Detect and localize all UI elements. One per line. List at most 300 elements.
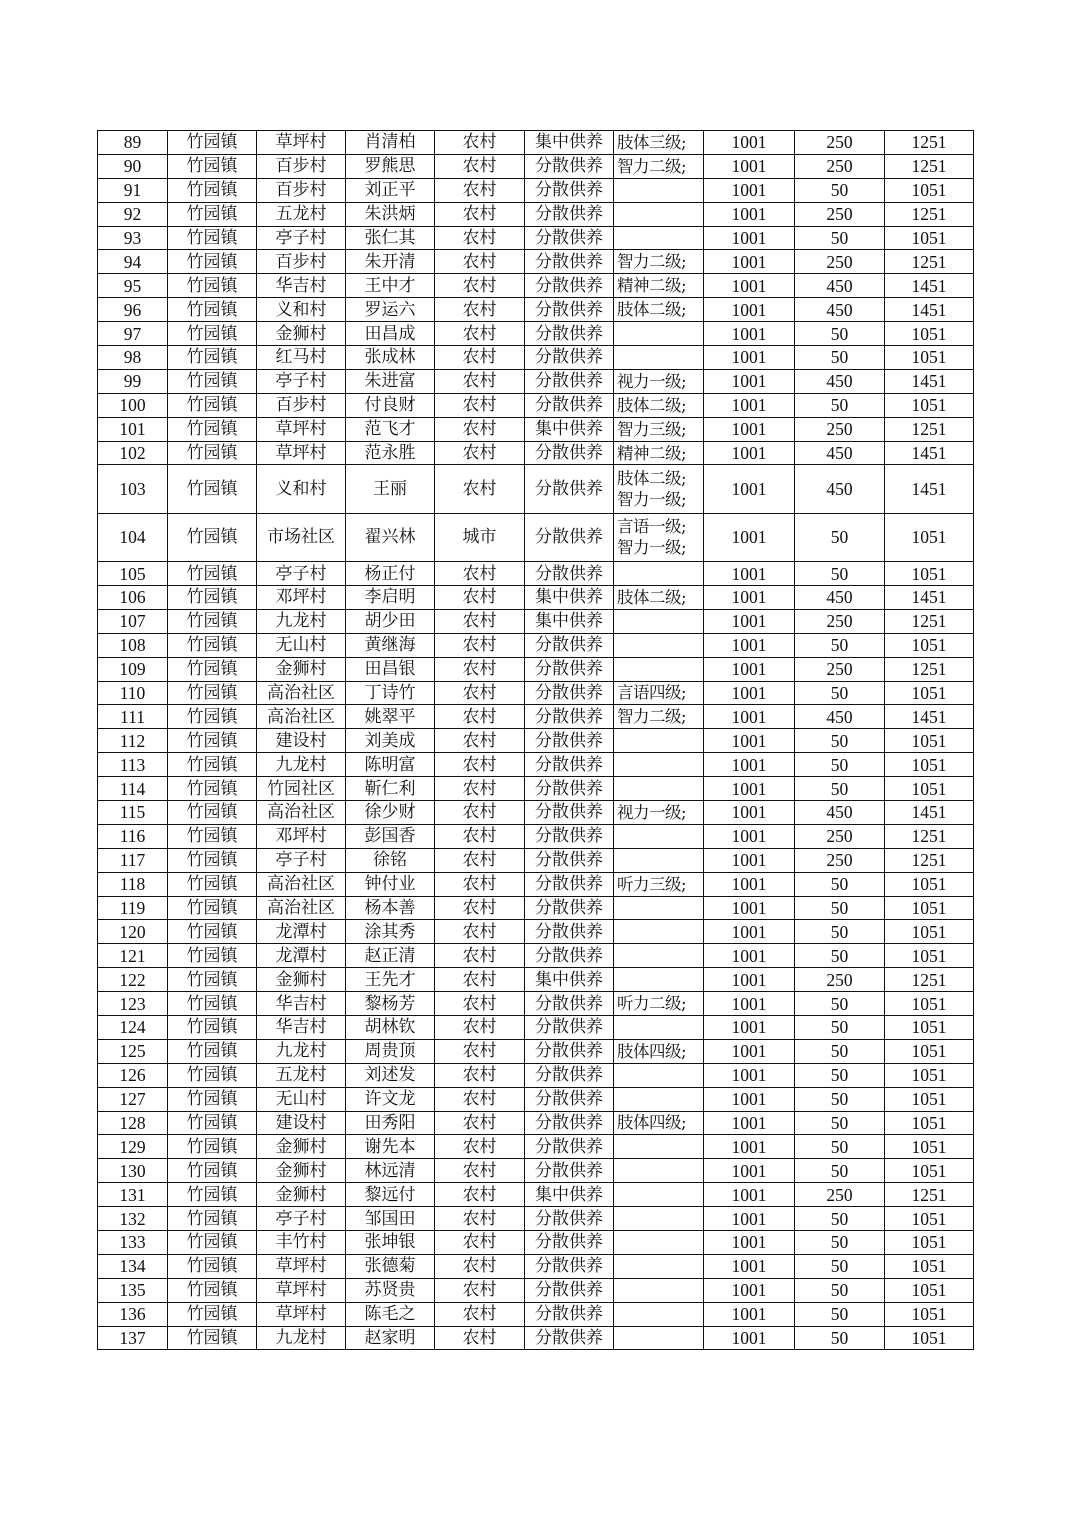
- name-cell: 胡少田: [346, 609, 435, 633]
- town-cell: 竹园镇: [168, 178, 257, 202]
- support-type-cell: 分散供养: [525, 154, 614, 178]
- household-type-cell: 农村: [435, 1207, 525, 1231]
- support-type-cell: 分散供养: [525, 1326, 614, 1350]
- town-cell: 竹园镇: [168, 369, 257, 393]
- table-row: [98, 992, 974, 1016]
- subsidy-amount-cell: 250: [795, 609, 885, 633]
- disability-cell: [614, 1278, 704, 1302]
- name-cell: 范飞才: [346, 417, 435, 441]
- name-cell: 范永胜: [346, 441, 435, 465]
- subsidy-amount-cell: 250: [795, 417, 885, 441]
- name-cell: 罗运六: [346, 298, 435, 322]
- name-cell: 杨正付: [346, 562, 435, 586]
- town-cell: 竹园镇: [168, 1231, 257, 1255]
- town-cell: 竹园镇: [168, 753, 257, 777]
- household-type-cell: 农村: [435, 633, 525, 657]
- village-cell: 红马村: [257, 346, 346, 370]
- town-cell: 竹园镇: [168, 250, 257, 274]
- row-number-cell: 99: [98, 369, 168, 393]
- total-amount-cell: 1051: [885, 1278, 974, 1302]
- subsidy-amount-cell: 250: [795, 657, 885, 681]
- base-amount-cell: 1001: [704, 226, 795, 250]
- support-type-cell: 分散供养: [525, 1207, 614, 1231]
- disability-cell: [614, 1039, 704, 1063]
- support-type-cell: 分散供养: [525, 1087, 614, 1111]
- base-amount-cell: 1001: [704, 441, 795, 465]
- disability-level: 精神二级;: [617, 443, 687, 463]
- disability-cell: [614, 944, 704, 968]
- table-row: [98, 417, 974, 441]
- town-cell: 竹园镇: [168, 1183, 257, 1207]
- base-amount-cell: 1001: [704, 1039, 795, 1063]
- total-amount-cell: 1051: [885, 1326, 974, 1350]
- table-row: [98, 585, 974, 609]
- table-row: [98, 729, 974, 753]
- subsidy-amount-cell: 250: [795, 968, 885, 992]
- disability-cell: [614, 992, 704, 1016]
- town-cell: 竹园镇: [168, 681, 257, 705]
- village-cell: 无山村: [257, 1087, 346, 1111]
- base-amount-cell: 1001: [704, 562, 795, 586]
- base-amount-cell: 1001: [704, 944, 795, 968]
- disability-level: 听力三级;: [617, 874, 687, 894]
- base-amount-cell: 1001: [704, 513, 795, 561]
- disability-cell: [614, 1254, 704, 1278]
- support-type-cell: 分散供养: [525, 705, 614, 729]
- table-row: [98, 777, 974, 801]
- disability-cell: [614, 1159, 704, 1183]
- town-cell: 竹园镇: [168, 1039, 257, 1063]
- support-type-cell: 分散供养: [525, 992, 614, 1016]
- subsidy-amount-cell: 250: [795, 848, 885, 872]
- table-row: [98, 705, 974, 729]
- name-cell: 许文龙: [346, 1087, 435, 1111]
- row-number-cell: 109: [98, 657, 168, 681]
- table-row: [98, 178, 974, 202]
- disability-cell: [614, 1231, 704, 1255]
- name-cell: 丁诗竹: [346, 681, 435, 705]
- village-cell: 草坪村: [257, 1254, 346, 1278]
- table-row: [98, 1302, 974, 1326]
- village-cell: 高治社区: [257, 681, 346, 705]
- total-amount-cell: 1051: [885, 777, 974, 801]
- base-amount-cell: 1001: [704, 896, 795, 920]
- base-amount-cell: 1001: [704, 920, 795, 944]
- village-cell: 建设村: [257, 1111, 346, 1135]
- village-cell: 无山村: [257, 633, 346, 657]
- subsidy-amount-cell: 450: [795, 585, 885, 609]
- disability-cell: [614, 585, 704, 609]
- household-type-cell: 农村: [435, 562, 525, 586]
- row-number-cell: 116: [98, 824, 168, 848]
- disability-cell: [614, 131, 704, 155]
- base-amount-cell: 1001: [704, 1183, 795, 1207]
- disability-cell: [614, 1183, 704, 1207]
- total-amount-cell: 1051: [885, 872, 974, 896]
- household-type-cell: 城市: [435, 513, 525, 561]
- total-amount-cell: 1451: [885, 465, 974, 513]
- household-type-cell: 农村: [435, 298, 525, 322]
- base-amount-cell: 1001: [704, 848, 795, 872]
- row-number-cell: 113: [98, 753, 168, 777]
- table-row: [98, 562, 974, 586]
- household-type-cell: 农村: [435, 1278, 525, 1302]
- town-cell: 竹园镇: [168, 513, 257, 561]
- village-cell: 金狮村: [257, 968, 346, 992]
- disability-cell: [614, 298, 704, 322]
- base-amount-cell: 1001: [704, 1087, 795, 1111]
- name-cell: 杨本善: [346, 896, 435, 920]
- name-cell: 黎远付: [346, 1183, 435, 1207]
- disability-level: 言语四级;: [617, 683, 687, 703]
- disability-level: 智力二级;: [617, 252, 687, 272]
- subsidy-amount-cell: 50: [795, 992, 885, 1016]
- village-cell: 竹园社区: [257, 777, 346, 801]
- support-type-cell: 分散供养: [525, 1231, 614, 1255]
- base-amount-cell: 1001: [704, 1015, 795, 1039]
- subsidy-amount-cell: 50: [795, 1326, 885, 1350]
- row-number-cell: 125: [98, 1039, 168, 1063]
- base-amount-cell: 1001: [704, 274, 795, 298]
- household-type-cell: 农村: [435, 609, 525, 633]
- disability-cell: [614, 705, 704, 729]
- name-cell: 朱进富: [346, 369, 435, 393]
- disability-cell: [614, 777, 704, 801]
- row-number-cell: 94: [98, 250, 168, 274]
- support-type-cell: 分散供养: [525, 1015, 614, 1039]
- support-type-cell: 分散供养: [525, 1254, 614, 1278]
- household-type-cell: 农村: [435, 1254, 525, 1278]
- town-cell: 竹园镇: [168, 202, 257, 226]
- support-type-cell: 集中供养: [525, 585, 614, 609]
- subsidy-amount-cell: 50: [795, 1039, 885, 1063]
- base-amount-cell: 1001: [704, 154, 795, 178]
- disability-cell: [614, 441, 704, 465]
- disability-cell: [614, 920, 704, 944]
- total-amount-cell: 1051: [885, 1254, 974, 1278]
- household-type-cell: 农村: [435, 274, 525, 298]
- disability-cell: [614, 562, 704, 586]
- row-number-cell: 108: [98, 633, 168, 657]
- row-number-cell: 98: [98, 346, 168, 370]
- row-number-cell: 132: [98, 1207, 168, 1231]
- household-type-cell: 农村: [435, 1135, 525, 1159]
- table-row: [98, 1183, 974, 1207]
- village-cell: 九龙村: [257, 1326, 346, 1350]
- row-number-cell: 95: [98, 274, 168, 298]
- table-row: [98, 920, 974, 944]
- village-cell: 建设村: [257, 729, 346, 753]
- disability-cell: [614, 346, 704, 370]
- household-type-cell: 农村: [435, 968, 525, 992]
- disability-cell: [614, 250, 704, 274]
- row-number-cell: 112: [98, 729, 168, 753]
- disability-cell: [614, 681, 704, 705]
- row-number-cell: 111: [98, 705, 168, 729]
- table-row: [98, 968, 974, 992]
- village-cell: 百步村: [257, 250, 346, 274]
- table-row: [98, 872, 974, 896]
- household-type-cell: 农村: [435, 1302, 525, 1326]
- name-cell: 钟付业: [346, 872, 435, 896]
- base-amount-cell: 1001: [704, 1111, 795, 1135]
- table-row: [98, 250, 974, 274]
- name-cell: 陈明富: [346, 753, 435, 777]
- total-amount-cell: 1051: [885, 1135, 974, 1159]
- table-row: [98, 1254, 974, 1278]
- town-cell: 竹园镇: [168, 1015, 257, 1039]
- name-cell: 张成林: [346, 346, 435, 370]
- household-type-cell: 农村: [435, 465, 525, 513]
- subsidy-amount-cell: 250: [795, 131, 885, 155]
- town-cell: 竹园镇: [168, 1135, 257, 1159]
- disability-cell: [614, 393, 704, 417]
- household-type-cell: 农村: [435, 705, 525, 729]
- table-row: [98, 944, 974, 968]
- household-type-cell: 农村: [435, 585, 525, 609]
- household-type-cell: 农村: [435, 777, 525, 801]
- household-type-cell: 农村: [435, 729, 525, 753]
- row-number-cell: 121: [98, 944, 168, 968]
- subsidy-amount-cell: 450: [795, 705, 885, 729]
- subsidy-amount-cell: 450: [795, 800, 885, 824]
- row-number-cell: 106: [98, 585, 168, 609]
- support-type-cell: 分散供养: [525, 393, 614, 417]
- town-cell: 竹园镇: [168, 298, 257, 322]
- subsidy-amount-cell: 50: [795, 777, 885, 801]
- support-type-cell: 分散供养: [525, 1063, 614, 1087]
- row-number-cell: 126: [98, 1063, 168, 1087]
- subsidy-amount-cell: 50: [795, 1015, 885, 1039]
- town-cell: 竹园镇: [168, 274, 257, 298]
- support-type-cell: 分散供养: [525, 872, 614, 896]
- total-amount-cell: 1251: [885, 968, 974, 992]
- household-type-cell: 农村: [435, 1087, 525, 1111]
- disability-level: 智力一级;: [617, 490, 687, 510]
- name-cell: 苏贤贵: [346, 1278, 435, 1302]
- support-type-cell: 分散供养: [525, 298, 614, 322]
- base-amount-cell: 1001: [704, 1254, 795, 1278]
- row-number-cell: 102: [98, 441, 168, 465]
- total-amount-cell: 1051: [885, 1063, 974, 1087]
- village-cell: 金狮村: [257, 1183, 346, 1207]
- table-row: [98, 1278, 974, 1302]
- base-amount-cell: 1001: [704, 992, 795, 1016]
- row-number-cell: 96: [98, 298, 168, 322]
- town-cell: 竹园镇: [168, 944, 257, 968]
- row-number-cell: 118: [98, 872, 168, 896]
- village-cell: 金狮村: [257, 322, 346, 346]
- row-number-cell: 114: [98, 777, 168, 801]
- total-amount-cell: 1051: [885, 322, 974, 346]
- base-amount-cell: 1001: [704, 872, 795, 896]
- disability-cell: [614, 609, 704, 633]
- disability-cell: [614, 800, 704, 824]
- table-row: [98, 226, 974, 250]
- subsidy-amount-cell: 50: [795, 1159, 885, 1183]
- village-cell: 义和村: [257, 465, 346, 513]
- support-type-cell: 分散供养: [525, 896, 614, 920]
- table-row: [98, 848, 974, 872]
- subsidy-amount-cell: 50: [795, 1111, 885, 1135]
- subsidy-amount-cell: 50: [795, 513, 885, 561]
- total-amount-cell: 1051: [885, 1111, 974, 1135]
- town-cell: 竹园镇: [168, 465, 257, 513]
- row-number-cell: 133: [98, 1231, 168, 1255]
- total-amount-cell: 1451: [885, 585, 974, 609]
- total-amount-cell: 1051: [885, 1207, 974, 1231]
- household-type-cell: 农村: [435, 417, 525, 441]
- subsidy-amount-cell: 250: [795, 202, 885, 226]
- base-amount-cell: 1001: [704, 1063, 795, 1087]
- row-number-cell: 101: [98, 417, 168, 441]
- support-type-cell: 分散供养: [525, 1302, 614, 1326]
- base-amount-cell: 1001: [704, 800, 795, 824]
- disability-level: 肢体四级;: [617, 1113, 687, 1133]
- disability-cell: [614, 633, 704, 657]
- base-amount-cell: 1001: [704, 1326, 795, 1350]
- subsidy-amount-cell: 250: [795, 250, 885, 274]
- village-cell: 高治社区: [257, 800, 346, 824]
- household-type-cell: 农村: [435, 1111, 525, 1135]
- base-amount-cell: 1001: [704, 1159, 795, 1183]
- support-type-cell: 分散供养: [525, 1135, 614, 1159]
- household-type-cell: 农村: [435, 369, 525, 393]
- household-type-cell: 农村: [435, 1326, 525, 1350]
- name-cell: 陈毛之: [346, 1302, 435, 1326]
- name-cell: 黎杨芳: [346, 992, 435, 1016]
- support-type-cell: 分散供养: [525, 920, 614, 944]
- table-row: [98, 1159, 974, 1183]
- village-cell: 华吉村: [257, 992, 346, 1016]
- subsidy-amount-cell: 50: [795, 681, 885, 705]
- table-row: [98, 1231, 974, 1255]
- household-type-cell: 农村: [435, 441, 525, 465]
- table-row: [98, 441, 974, 465]
- town-cell: 竹园镇: [168, 346, 257, 370]
- base-amount-cell: 1001: [704, 1278, 795, 1302]
- town-cell: 竹园镇: [168, 1159, 257, 1183]
- table-row: [98, 824, 974, 848]
- disability-cell: [614, 896, 704, 920]
- name-cell: 朱开清: [346, 250, 435, 274]
- subsidy-amount-cell: 50: [795, 729, 885, 753]
- subsidy-amount-cell: 50: [795, 944, 885, 968]
- total-amount-cell: 1251: [885, 657, 974, 681]
- town-cell: 竹园镇: [168, 777, 257, 801]
- town-cell: 竹园镇: [168, 226, 257, 250]
- support-type-cell: 分散供养: [525, 633, 614, 657]
- disability-cell: [614, 465, 704, 513]
- town-cell: 竹园镇: [168, 657, 257, 681]
- household-type-cell: 农村: [435, 824, 525, 848]
- base-amount-cell: 1001: [704, 322, 795, 346]
- household-type-cell: 农村: [435, 131, 525, 155]
- town-cell: 竹园镇: [168, 1063, 257, 1087]
- disability-level: 肢体二级;: [617, 587, 687, 607]
- disability-level: 听力二级;: [617, 994, 687, 1014]
- support-type-cell: 分散供养: [525, 729, 614, 753]
- disability-level: 精神二级;: [617, 276, 687, 296]
- base-amount-cell: 1001: [704, 1302, 795, 1326]
- row-number-cell: 115: [98, 800, 168, 824]
- table-row: [98, 346, 974, 370]
- base-amount-cell: 1001: [704, 202, 795, 226]
- subsidy-amount-cell: 50: [795, 633, 885, 657]
- household-type-cell: 农村: [435, 1183, 525, 1207]
- base-amount-cell: 1001: [704, 465, 795, 513]
- name-cell: 肖清柏: [346, 131, 435, 155]
- subsidy-amount-cell: 50: [795, 562, 885, 586]
- town-cell: 竹园镇: [168, 1087, 257, 1111]
- household-type-cell: 农村: [435, 1063, 525, 1087]
- row-number-cell: 136: [98, 1302, 168, 1326]
- total-amount-cell: 1251: [885, 824, 974, 848]
- table-row: [98, 1135, 974, 1159]
- disability-level: 智力二级;: [617, 156, 687, 176]
- disability-cell: [614, 178, 704, 202]
- support-type-cell: 分散供养: [525, 322, 614, 346]
- town-cell: 竹园镇: [168, 562, 257, 586]
- base-amount-cell: 1001: [704, 417, 795, 441]
- base-amount-cell: 1001: [704, 393, 795, 417]
- town-cell: 竹园镇: [168, 322, 257, 346]
- base-amount-cell: 1001: [704, 298, 795, 322]
- village-cell: 高治社区: [257, 872, 346, 896]
- town-cell: 竹园镇: [168, 968, 257, 992]
- disability-cell: [614, 369, 704, 393]
- subsidy-amount-cell: 250: [795, 1183, 885, 1207]
- total-amount-cell: 1051: [885, 393, 974, 417]
- table-row: [98, 131, 974, 155]
- disability-level: 肢体三级;: [617, 132, 687, 152]
- support-type-cell: 集中供养: [525, 131, 614, 155]
- household-type-cell: 农村: [435, 346, 525, 370]
- base-amount-cell: 1001: [704, 585, 795, 609]
- town-cell: 竹园镇: [168, 1278, 257, 1302]
- support-type-cell: 分散供养: [525, 369, 614, 393]
- household-type-cell: 农村: [435, 154, 525, 178]
- town-cell: 竹园镇: [168, 441, 257, 465]
- base-amount-cell: 1001: [704, 1135, 795, 1159]
- row-number-cell: 105: [98, 562, 168, 586]
- subsidy-amount-cell: 50: [795, 226, 885, 250]
- base-amount-cell: 1001: [704, 705, 795, 729]
- town-cell: 竹园镇: [168, 1111, 257, 1135]
- subsidy-amount-cell: 250: [795, 824, 885, 848]
- name-cell: 彭国香: [346, 824, 435, 848]
- total-amount-cell: 1051: [885, 1159, 974, 1183]
- base-amount-cell: 1001: [704, 1207, 795, 1231]
- total-amount-cell: 1051: [885, 346, 974, 370]
- village-cell: 九龙村: [257, 609, 346, 633]
- village-cell: 邓坪村: [257, 585, 346, 609]
- disability-cell: [614, 1015, 704, 1039]
- support-type-cell: 分散供养: [525, 657, 614, 681]
- support-type-cell: 分散供养: [525, 1039, 614, 1063]
- support-type-cell: 分散供养: [525, 513, 614, 561]
- name-cell: 田秀阳: [346, 1111, 435, 1135]
- name-cell: 刘述发: [346, 1063, 435, 1087]
- support-type-cell: 分散供养: [525, 274, 614, 298]
- support-type-cell: 分散供养: [525, 800, 614, 824]
- support-type-cell: 分散供养: [525, 562, 614, 586]
- town-cell: 竹园镇: [168, 729, 257, 753]
- name-cell: 王丽: [346, 465, 435, 513]
- total-amount-cell: 1251: [885, 154, 974, 178]
- row-number-cell: 122: [98, 968, 168, 992]
- household-type-cell: 农村: [435, 992, 525, 1016]
